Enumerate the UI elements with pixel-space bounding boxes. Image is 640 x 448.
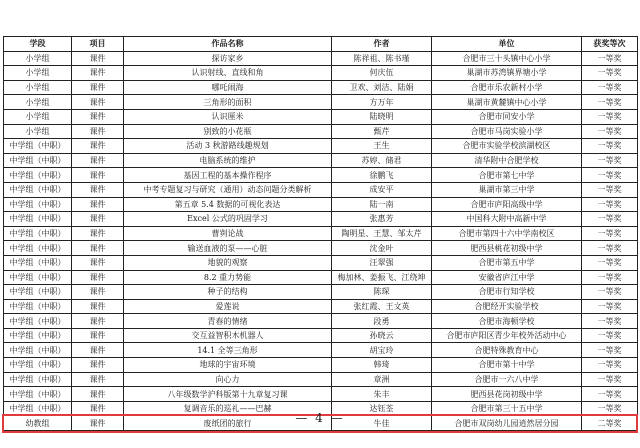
cell-work-title: 活动 3 秋游路线趣规划	[124, 139, 332, 154]
cell-author: 甄芹	[332, 124, 432, 139]
table-row	[4, 372, 638, 387]
cell-work-title: 基因工程的基本操作程序	[124, 168, 332, 183]
cell-unit: 合肥市双岗幼儿园逍然居分园	[432, 416, 582, 431]
cell-unit: 合肥市行知学校	[432, 285, 582, 300]
cell-unit: 中国科大附中高新中学	[432, 212, 582, 227]
table-row	[4, 197, 638, 212]
cell-project: 课件	[72, 197, 124, 212]
cell-award: 一等奖	[582, 401, 638, 416]
cell-work-title: 曹刿论战	[124, 226, 332, 241]
cell-level: 中学组（中职）	[4, 197, 72, 212]
cell-work-title: 第五章 5.4 数据的可视化表达	[124, 197, 332, 212]
cell-author: 胡宝玲	[332, 343, 432, 358]
cell-level: 中学组（中职）	[4, 387, 72, 402]
cell-award: 一等奖	[582, 124, 638, 139]
cell-author: 韩琦	[332, 358, 432, 373]
cell-level: 中学组（中职）	[4, 168, 72, 183]
cell-level: 小学组	[4, 51, 72, 66]
table-row	[4, 241, 638, 256]
cell-author: 章洲	[332, 372, 432, 387]
cell-level: 中学组（中职）	[4, 212, 72, 227]
cell-award: 二等奖	[582, 416, 638, 431]
cell-award: 一等奖	[582, 212, 638, 227]
table-row	[4, 299, 638, 314]
table-body	[4, 51, 638, 430]
cell-project: 课件	[72, 241, 124, 256]
table-row	[4, 153, 638, 168]
cell-project: 课件	[72, 139, 124, 154]
cell-level: 幼教组	[4, 416, 72, 431]
table-row	[4, 387, 638, 402]
cell-award: 一等奖	[582, 387, 638, 402]
cell-project: 课件	[72, 358, 124, 373]
cell-work-title: Excel 公式的巩固学习	[124, 212, 332, 227]
cell-author: 段勇	[332, 314, 432, 329]
cell-award: 一等奖	[582, 255, 638, 270]
cell-project: 课件	[72, 401, 124, 416]
cell-level: 中学组（中职）	[4, 328, 72, 343]
cell-unit: 合肥市三十头镇中心小学	[432, 51, 582, 66]
cell-author: 徐鹏飞	[332, 168, 432, 183]
cell-award: 一等奖	[582, 314, 638, 329]
cell-unit: 安徽省庐江中学	[432, 270, 582, 285]
cell-award: 一等奖	[582, 358, 638, 373]
cell-level: 小学组	[4, 109, 72, 124]
cell-work-title: 输送血液的泵——心脏	[124, 241, 332, 256]
cell-work-title: 地貌的观察	[124, 255, 332, 270]
cell-award: 一等奖	[582, 153, 638, 168]
table-row	[4, 66, 638, 81]
table-row	[4, 212, 638, 227]
header-row	[4, 37, 638, 52]
header-award: 获奖等次	[582, 37, 638, 52]
cell-level: 中学组（中职）	[4, 299, 72, 314]
cell-unit: 合肥市第三十五中学	[432, 401, 582, 416]
cell-work-title: 交互益智积木机器人	[124, 328, 332, 343]
cell-project: 课件	[72, 387, 124, 402]
cell-project: 课件	[72, 299, 124, 314]
cell-level: 小学组	[4, 80, 72, 95]
cell-work-title: 认识厘米	[124, 109, 332, 124]
cell-author: 陈祥祖、陈书瑾	[332, 51, 432, 66]
cell-author: 达钰荃	[332, 401, 432, 416]
cell-unit: 合肥市海顿学校	[432, 314, 582, 329]
cell-unit: 合肥市庐阳高级中学	[432, 197, 582, 212]
table-row	[4, 80, 638, 95]
cell-unit: 巢湖市第三中学	[432, 182, 582, 197]
cell-level: 中学组（中职）	[4, 314, 72, 329]
cell-level: 中学组（中职）	[4, 182, 72, 197]
cell-award: 一等奖	[582, 343, 638, 358]
cell-project: 课件	[72, 372, 124, 387]
cell-project: 课件	[72, 226, 124, 241]
cell-project: 课件	[72, 95, 124, 110]
cell-unit: 巢湖市苏湾镇界塘小学	[432, 66, 582, 81]
cell-level: 中学组（中职）	[4, 270, 72, 285]
cell-unit: 清华附中合肥学校	[432, 153, 582, 168]
cell-work-title: 向心力	[124, 372, 332, 387]
cell-work-title: 青春的情绪	[124, 314, 332, 329]
table-row	[4, 358, 638, 373]
cell-author: 汪翠强	[332, 255, 432, 270]
cell-work-title: 别致的小花瓶	[124, 124, 332, 139]
cell-project: 课件	[72, 270, 124, 285]
cell-award: 一等奖	[582, 226, 638, 241]
cell-level: 中学组（中职）	[4, 255, 72, 270]
cell-unit: 合肥市马岗实验小学	[432, 124, 582, 139]
cell-award: 一等奖	[582, 285, 638, 300]
cell-award: 一等奖	[582, 299, 638, 314]
cell-work-title: 电脑系统的维护	[124, 153, 332, 168]
cell-unit: 合肥市一六八中学	[432, 372, 582, 387]
cell-project: 课件	[72, 109, 124, 124]
table-row	[4, 95, 638, 110]
awards-table	[3, 36, 638, 431]
cell-project: 课件	[72, 51, 124, 66]
cell-unit: 合肥特殊教育中心	[432, 343, 582, 358]
cell-work-title: 哪吒闹海	[124, 80, 332, 95]
cell-unit: 合肥市同安小学	[432, 109, 582, 124]
cell-author: 孙晓云	[332, 328, 432, 343]
cell-work-title: 爱莲说	[124, 299, 332, 314]
table-row	[4, 109, 638, 124]
table-row	[4, 51, 638, 66]
cell-project: 课件	[72, 343, 124, 358]
cell-author: 陈琛	[332, 285, 432, 300]
cell-work-title: 八年级数学沪科版第十九章复习课	[124, 387, 332, 402]
table-header	[4, 37, 638, 52]
cell-author: 朱丰	[332, 387, 432, 402]
cell-author: 王生	[332, 139, 432, 154]
table-row	[4, 226, 638, 241]
cell-author: 沈金叶	[332, 241, 432, 256]
cell-unit: 巢湖市黄麓镇中心小学	[432, 95, 582, 110]
cell-unit: 合肥市实验学校滨湖校区	[432, 139, 582, 154]
cell-award: 一等奖	[582, 168, 638, 183]
cell-level: 中学组（中职）	[4, 153, 72, 168]
cell-work-title: 废纸团的旅行	[124, 416, 332, 431]
cell-project: 课件	[72, 212, 124, 227]
cell-work-title: 14.1 全等三角形	[124, 343, 332, 358]
cell-work-title: 8.2 重力势能	[124, 270, 332, 285]
cell-author: 苏婷、储君	[332, 153, 432, 168]
table-row	[4, 139, 638, 154]
cell-unit: 合肥市乐农新村小学	[432, 80, 582, 95]
cell-author: 何庆伍	[332, 66, 432, 81]
header-unit: 单位	[432, 37, 582, 52]
header-author: 作者	[332, 37, 432, 52]
page-number: — 4 —	[295, 411, 345, 425]
cell-author: 陆一南	[332, 197, 432, 212]
cell-award: 一等奖	[582, 109, 638, 124]
header-project: 项目	[72, 37, 124, 52]
header-level: 学段	[4, 37, 72, 52]
cell-project: 课件	[72, 168, 124, 183]
cell-unit: 合肥市庐阳区青少年校外活动中心	[432, 328, 582, 343]
cell-award: 一等奖	[582, 241, 638, 256]
table-row	[4, 182, 638, 197]
cell-author: 陆晓明	[332, 109, 432, 124]
cell-level: 小学组	[4, 95, 72, 110]
cell-author: 张惠芳	[332, 212, 432, 227]
cell-author: 陶明星、王慧、邹太芹	[332, 226, 432, 241]
cell-project: 课件	[72, 314, 124, 329]
cell-level: 中学组（中职）	[4, 343, 72, 358]
cell-author: 成安平	[332, 182, 432, 197]
cell-level: 小学组	[4, 124, 72, 139]
table-row	[4, 285, 638, 300]
cell-project: 课件	[72, 66, 124, 81]
cell-unit: 合肥市第五中学	[432, 255, 582, 270]
cell-award: 一等奖	[582, 270, 638, 285]
cell-level: 中学组（中职）	[4, 241, 72, 256]
cell-unit: 合肥市第十中学	[432, 358, 582, 373]
cell-award: 一等奖	[582, 80, 638, 95]
cell-level: 中学组（中职）	[4, 226, 72, 241]
cell-work-title: 认识射线、直线和角	[124, 66, 332, 81]
cell-award: 一等奖	[582, 66, 638, 81]
cell-project: 课件	[72, 124, 124, 139]
table-row	[4, 343, 638, 358]
cell-award: 一等奖	[582, 95, 638, 110]
cell-award: 一等奖	[582, 328, 638, 343]
table-row	[4, 124, 638, 139]
cell-unit: 合肥市第七中学	[432, 168, 582, 183]
cell-award: 一等奖	[582, 51, 638, 66]
cell-unit: 合肥市第四十六中学南校区	[432, 226, 582, 241]
cell-award: 一等奖	[582, 139, 638, 154]
cell-work-title: 地球的宇宙环境	[124, 358, 332, 373]
table-row	[4, 255, 638, 270]
cell-project: 课件	[72, 153, 124, 168]
table-row	[4, 314, 638, 329]
cell-level: 中学组（中职）	[4, 285, 72, 300]
cell-level: 中学组（中职）	[4, 401, 72, 416]
cell-author: 方万年	[332, 95, 432, 110]
cell-project: 课件	[72, 285, 124, 300]
cell-author: 牛佳	[332, 416, 432, 431]
cell-project: 课件	[72, 328, 124, 343]
cell-work-title: 探访家乡	[124, 51, 332, 66]
cell-work-title: 种子的结构	[124, 285, 332, 300]
cell-level: 小学组	[4, 66, 72, 81]
cell-project: 课件	[72, 416, 124, 431]
cell-level: 中学组（中职）	[4, 358, 72, 373]
cell-award: 一等奖	[582, 372, 638, 387]
cell-award: 一等奖	[582, 197, 638, 212]
cell-work-title: 中考专题复习与研究（通用）动态问题分类解析	[124, 182, 332, 197]
cell-project: 课件	[72, 182, 124, 197]
cell-level: 中学组（中职）	[4, 139, 72, 154]
cell-unit: 合肥经开实验学校	[432, 299, 582, 314]
cell-work-title: 三角形的面积	[124, 95, 332, 110]
cell-unit: 肥西县花岗初级中学	[432, 387, 582, 402]
cell-author: 梅加林、姜振飞、江绕坤	[332, 270, 432, 285]
cell-award: 一等奖	[582, 182, 638, 197]
cell-project: 课件	[72, 255, 124, 270]
table-row	[4, 168, 638, 183]
cell-unit: 肥西县桃花初级中学	[432, 241, 582, 256]
cell-author: 卫欢、刘洁、陆娟	[332, 80, 432, 95]
cell-project: 课件	[72, 80, 124, 95]
cell-author: 张红霞、王文英	[332, 299, 432, 314]
cell-level: 中学组（中职）	[4, 372, 72, 387]
table-row	[4, 270, 638, 285]
cell-work-title: 复调音乐的巡礼——巴赫	[124, 401, 332, 416]
table-row	[4, 328, 638, 343]
header-work-title: 作品名称	[124, 37, 332, 52]
